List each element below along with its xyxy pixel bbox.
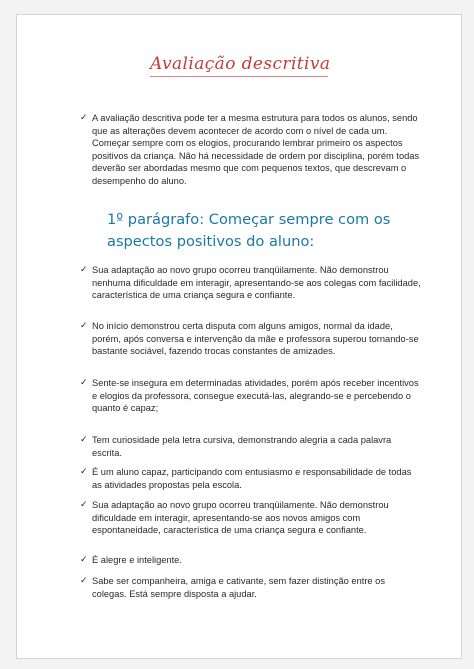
list-item-text: Tem curiosidade pela letra cursiva, demonstrando alegria a cada palavra escrita. — [92, 435, 392, 458]
check-icon: ✓ — [80, 378, 88, 388]
check-icon: ✓ — [80, 113, 88, 123]
check-icon: ✓ — [80, 467, 88, 477]
section-heading: 1º parágrafo: Começar sempre com os aspectos positivos do aluno: — [107, 211, 391, 250]
list-item — [80, 377, 422, 415]
title-underline — [150, 76, 328, 77]
list-item — [80, 466, 422, 491]
list-item-text: No início demonstrou certa disputa com alguns amigos, normal da idade, porém, após conversa e intervenção da mãe e professora superou tornando-se bastante sociável, fazendo trocas constantes de amizades. — [92, 321, 419, 357]
list-item-text: É alegre e inteligente. — [92, 555, 182, 565]
document-title: Avaliação descritiva — [150, 54, 331, 74]
check-icon: ✓ — [80, 265, 88, 275]
check-icon: ✓ — [80, 321, 88, 331]
check-icon: ✓ — [80, 500, 88, 510]
list-item — [80, 264, 422, 302]
list-item — [80, 434, 422, 459]
intro-paragraph — [80, 112, 422, 188]
list-item — [80, 575, 422, 600]
check-icon: ✓ — [80, 555, 88, 565]
list-item — [80, 554, 422, 567]
check-icon: ✓ — [80, 576, 88, 586]
list-item — [80, 320, 422, 358]
list-item-text: Sua adaptação ao novo grupo ocorreu tranqüilamente. Não demonstrou nenhuma dificuldade em interagir, apresentando-se aos colegas com facilidade, característica de uma criança segura e confiante. — [92, 265, 421, 301]
check-icon: ✓ — [80, 435, 88, 445]
list-item-text: Sua adaptação ao novo grupo ocorreu tranqüilamente. Não demonstrou dificuldade em interagir, apresentando-se aos novos amigos com espontaneidade, característica de uma criança segura e confiante. — [92, 500, 389, 536]
list-item-text: É um aluno capaz, participando com entusiasmo e responsabilidade de todas as atividades propostas pela escola. — [92, 467, 412, 490]
list-item-text: Sente-se insegura em determinadas atividades, porém após receber incentivos e elogios da professora, consegue executá-las, alegrando-se e percebendo o quanto é capaz; — [92, 378, 419, 414]
list-item — [80, 499, 422, 537]
intro-text: A avaliação descritiva pode ter a mesma estrutura para todos os alunos, sendo que as alterações devem acontecer de acordo com o nível de cada um. Começar sempre com os elogios, procurando lembrar primeiro os aspectos positivos da criança. Não há necessidade de ordem por disciplina, porém todas deverão ser abordadas mesmo que com pequenos textos, que descrevam o desempenho do aluno. — [92, 113, 420, 186]
list-item-text: Sabe ser companheira, amiga e cativante, sem fazer distinção entre os colegas. Está sempre disposta a ajudar. — [92, 576, 386, 599]
